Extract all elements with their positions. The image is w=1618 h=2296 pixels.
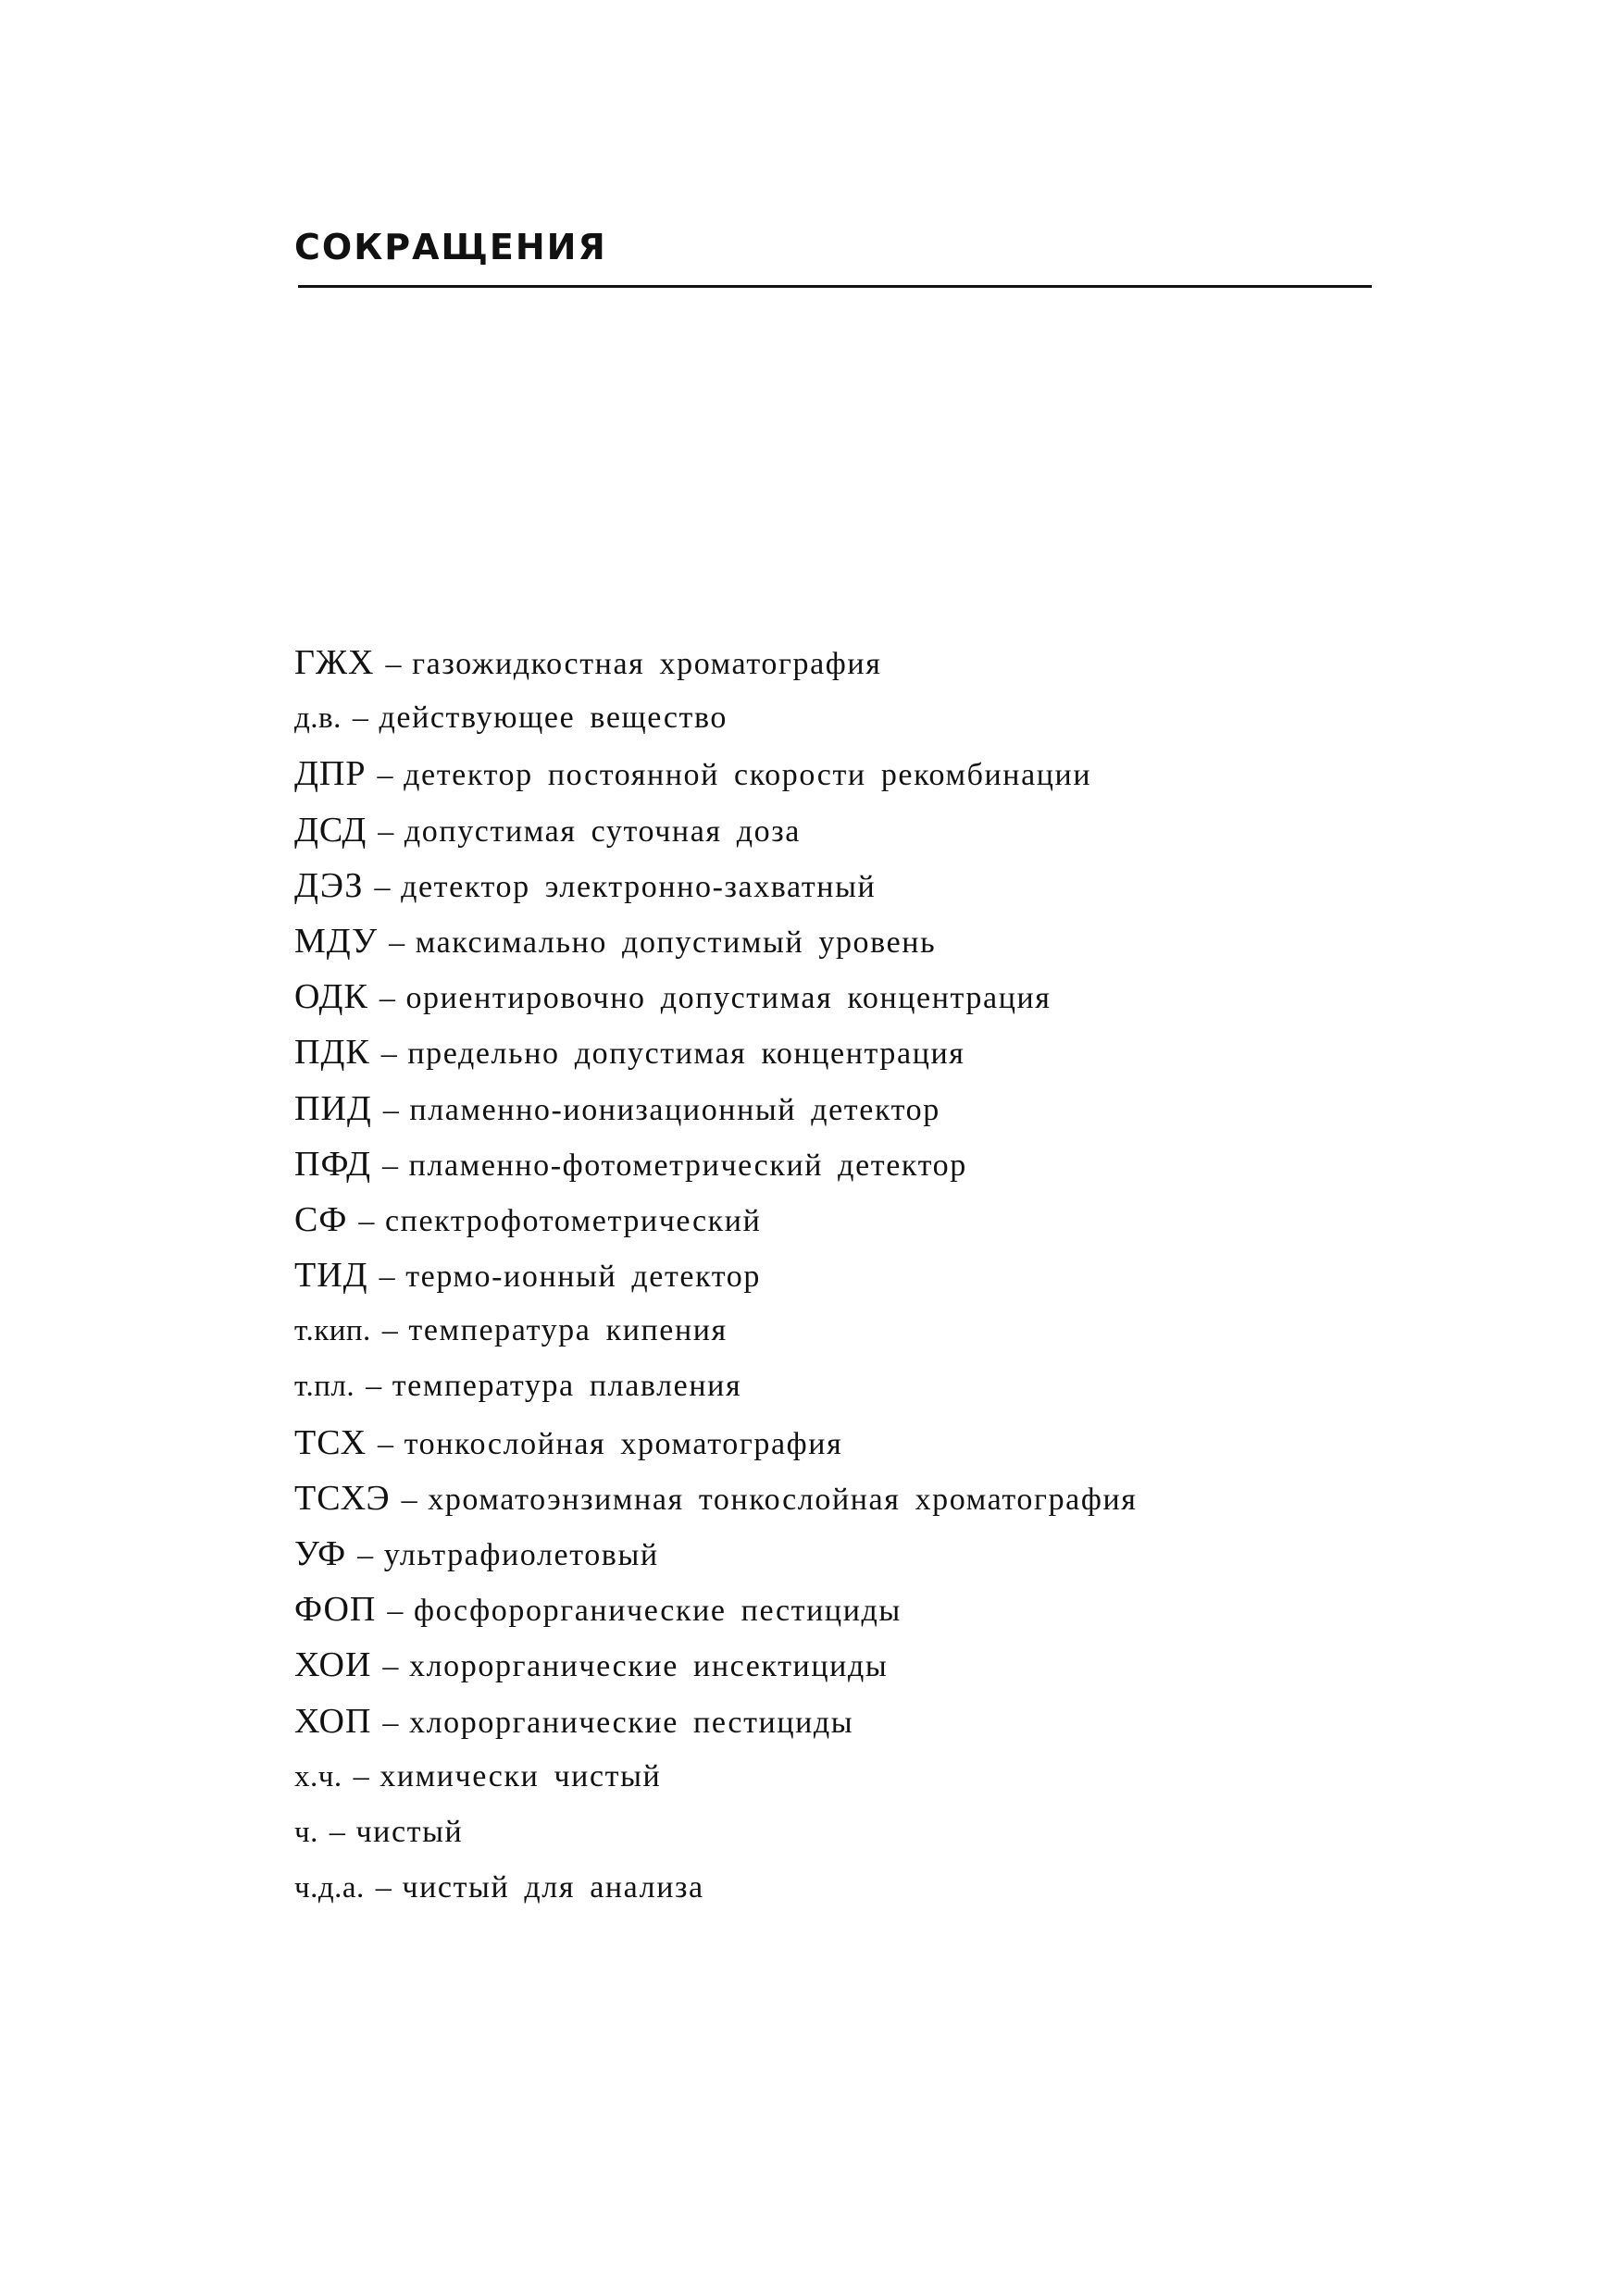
abbreviation-term: ч. bbox=[294, 1815, 318, 1849]
abbreviation-item bbox=[294, 1415, 1138, 1471]
abbreviation-item bbox=[294, 1526, 1138, 1582]
abbreviation-definition: предельно допустимая концентрация bbox=[407, 1036, 965, 1072]
abbreviation-term: ХОИ bbox=[294, 1645, 372, 1685]
abbreviation-term: ДПР bbox=[294, 754, 367, 794]
abbreviation-definition: температура плавления bbox=[392, 1369, 742, 1404]
abbreviation-term: ХОП bbox=[294, 1701, 372, 1741]
abbreviation-term: ч.д.а. bbox=[294, 1871, 365, 1905]
abbreviation-term: ДЭЗ bbox=[294, 865, 364, 905]
dash-separator: – bbox=[378, 1426, 395, 1461]
abbreviation-definition: газожидкостная хроматография bbox=[412, 647, 882, 681]
abbreviation-term: ГЖХ bbox=[294, 643, 375, 682]
abbreviation-term: ТИД bbox=[294, 1256, 368, 1296]
abbreviation-definition: термо-ионный детектор bbox=[405, 1260, 762, 1295]
abbreviation-definition: чистый bbox=[355, 1814, 464, 1849]
dash-separator: – bbox=[378, 813, 395, 849]
dash-separator: – bbox=[380, 1036, 399, 1072]
abbreviation-item bbox=[294, 1471, 1138, 1526]
abbreviation-definition: спектрофотометрический bbox=[384, 1203, 762, 1238]
dash-separator: – bbox=[385, 647, 404, 681]
abbreviation-item bbox=[294, 913, 1138, 969]
dash-separator: – bbox=[329, 1814, 347, 1849]
dash-separator: – bbox=[387, 1594, 404, 1629]
dash-separator: – bbox=[382, 1705, 401, 1740]
abbreviation-term: ФОП bbox=[294, 1590, 377, 1630]
dash-separator: – bbox=[377, 758, 395, 793]
abbreviation-definition: пламенно-фотометрический детектор bbox=[408, 1148, 967, 1183]
dash-separator: – bbox=[381, 1313, 400, 1348]
abbreviation-term: ОДК bbox=[294, 977, 368, 1017]
title-underline bbox=[298, 285, 1372, 288]
abbreviation-term: ПИД bbox=[294, 1088, 372, 1128]
page-title: СОКРАЩЕНИЯ bbox=[294, 227, 607, 267]
abbreviation-definition: ультрафиолетовый bbox=[383, 1538, 659, 1572]
abbreviation-term: д.в. bbox=[294, 701, 342, 736]
abbreviation-definition: хлорорганические инсектициды bbox=[409, 1649, 889, 1684]
abbreviation-definition: детектор электронно-захватный bbox=[401, 869, 877, 904]
abbreviation-definition: хроматоэнзимная тонкослойная хроматография bbox=[428, 1482, 1138, 1517]
abbreviation-term: ПФД bbox=[294, 1144, 372, 1184]
dash-separator: – bbox=[382, 1649, 401, 1684]
abbreviation-definition: допустимая суточная доза bbox=[404, 813, 801, 849]
abbreviation-item bbox=[294, 1749, 1138, 1805]
abbreviation-item bbox=[294, 690, 1138, 746]
abbreviation-term: ТСХ bbox=[294, 1422, 367, 1462]
abbreviation-item bbox=[294, 1359, 1138, 1414]
abbreviation-item bbox=[294, 1637, 1138, 1693]
abbreviation-definition: ориентировочно допустимая концентрация bbox=[405, 981, 1052, 1016]
dash-separator: – bbox=[358, 1203, 376, 1238]
abbreviation-definition: температура кипения bbox=[408, 1313, 728, 1348]
abbreviation-term: ТСХЭ bbox=[294, 1478, 391, 1518]
abbreviation-definition: пламенно-ионизационный детектор bbox=[409, 1092, 940, 1127]
dash-separator: – bbox=[374, 869, 392, 904]
abbreviation-definition: детектор постоянной скорости рекомбинации bbox=[404, 758, 1092, 793]
abbreviations-list bbox=[294, 635, 1138, 1916]
abbreviation-definition: тонкослойная хроматография bbox=[404, 1426, 843, 1461]
abbreviation-item bbox=[294, 1024, 1138, 1080]
dash-separator: – bbox=[382, 1092, 401, 1127]
abbreviation-item bbox=[294, 1247, 1138, 1303]
dash-separator: – bbox=[357, 1538, 375, 1572]
abbreviation-item bbox=[294, 746, 1138, 801]
abbreviation-item bbox=[294, 1136, 1138, 1192]
dash-separator: – bbox=[382, 1148, 400, 1183]
abbreviation-item bbox=[294, 1081, 1138, 1136]
abbreviation-term: УФ bbox=[294, 1534, 347, 1573]
abbreviation-term: СФ bbox=[294, 1199, 348, 1239]
abbreviation-term: т.кип. bbox=[294, 1314, 371, 1348]
dash-separator: – bbox=[366, 1369, 383, 1404]
dash-separator: – bbox=[379, 1260, 397, 1295]
abbreviation-item bbox=[294, 1860, 1138, 1916]
abbreviation-definition: фосфорорганические пестициды bbox=[413, 1594, 902, 1629]
abbreviation-item bbox=[294, 1805, 1138, 1860]
abbreviation-definition: химически чистый bbox=[380, 1758, 662, 1793]
abbreviation-item bbox=[294, 1303, 1138, 1359]
abbreviation-definition: максимально допустимый уровень bbox=[415, 925, 937, 960]
abbreviation-definition: хлорорганические пестициды bbox=[409, 1705, 854, 1740]
abbreviation-term: х.ч. bbox=[294, 1759, 342, 1793]
dash-separator: – bbox=[375, 1870, 393, 1905]
abbreviation-term: ДСД bbox=[294, 810, 367, 850]
dash-separator: – bbox=[352, 701, 370, 736]
abbreviation-item bbox=[294, 1192, 1138, 1247]
dash-separator: – bbox=[389, 925, 406, 960]
abbreviation-item bbox=[294, 969, 1138, 1024]
abbreviation-term: МДУ bbox=[294, 921, 379, 961]
abbreviation-item bbox=[294, 1694, 1138, 1749]
abbreviation-term: ПДК bbox=[294, 1033, 370, 1073]
abbreviation-item bbox=[294, 802, 1138, 858]
dash-separator: – bbox=[379, 981, 397, 1016]
abbreviation-definition: чистый для анализа bbox=[402, 1870, 704, 1905]
abbreviation-item bbox=[294, 858, 1138, 913]
abbreviation-term: т.пл. bbox=[294, 1370, 355, 1404]
abbreviation-item bbox=[294, 1582, 1138, 1637]
dash-separator: – bbox=[401, 1482, 419, 1517]
dash-separator: – bbox=[353, 1758, 371, 1793]
abbreviation-definition: действующее вещество bbox=[379, 701, 728, 736]
abbreviation-item bbox=[294, 635, 1138, 690]
